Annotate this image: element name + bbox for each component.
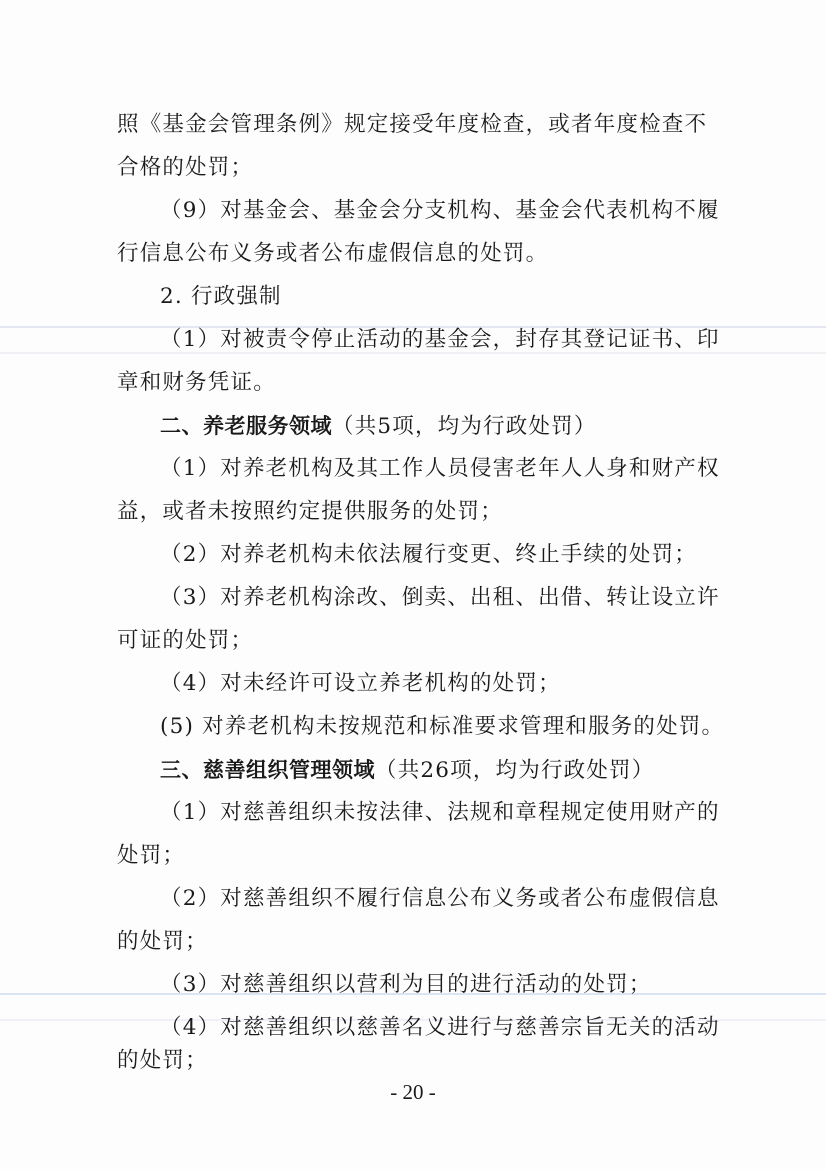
text-line: 行信息公布义务或者公布虚假信息的处罚。 [117,241,549,266]
section-heading-title: 三、慈善组织管理领域 [160,758,375,782]
text-line: 的处罚； [117,1048,208,1073]
text-line: （3）对慈善组织以营利为目的进行活动的处罚； [160,972,652,997]
section-heading-title: 二、养老服务领域 [160,414,332,438]
text-line: （4）对未经许可设立养老机构的处罚； [160,671,561,696]
text-line: （4）对慈善组织以慈善名义进行与慈善宗旨无关的活动 [160,1015,720,1040]
text-line: （9）对基金会、基金会分支机构、基金会代表机构不履 [160,198,720,223]
section-heading-note: （共26项，均为行政处罚） [375,758,655,783]
section-heading-note: （共5项，均为行政处罚） [332,414,597,439]
text-line: 益，或者未按照约定提供服务的处罚； [117,499,503,524]
text-line: (5) 对养老机构未按规范和标准要求管理和服务的处罚。 [160,714,725,739]
text-line: （2）对慈善组织不履行信息公布义务或者公布虚假信息 [160,886,720,911]
text-line: 的处罚； [117,929,208,954]
text-line: 合格的处罚； [117,155,254,180]
text-line: 章和财务凭证。 [117,370,276,395]
text-line: 处罚； [117,843,186,868]
text-line: 可证的处罚； [117,628,254,653]
text-line: （1）对慈善组织未按法律、法规和章程规定使用财产的 [160,800,720,825]
text-line: （1）对被责令停止活动的基金会，封存其登记证书、印 [160,327,720,352]
text-line: （3）对养老机构涂改、倒卖、出租、出借、转让设立许 [160,585,720,610]
text-line: （1）对养老机构及其工作人员侵害老年人人身和财产权 [160,456,720,481]
section-heading [160,755,707,786]
text-line: 照《基金会管理条例》规定接受年度检查，或者年度检查不 [117,112,708,137]
section-subheading: 2. 行政强制 [160,284,282,309]
section-heading [160,411,707,442]
text-line: （2）对养老机构未依法履行变更、终止手续的处罚； [160,542,697,567]
page-number: - 20 - [390,1080,436,1104]
